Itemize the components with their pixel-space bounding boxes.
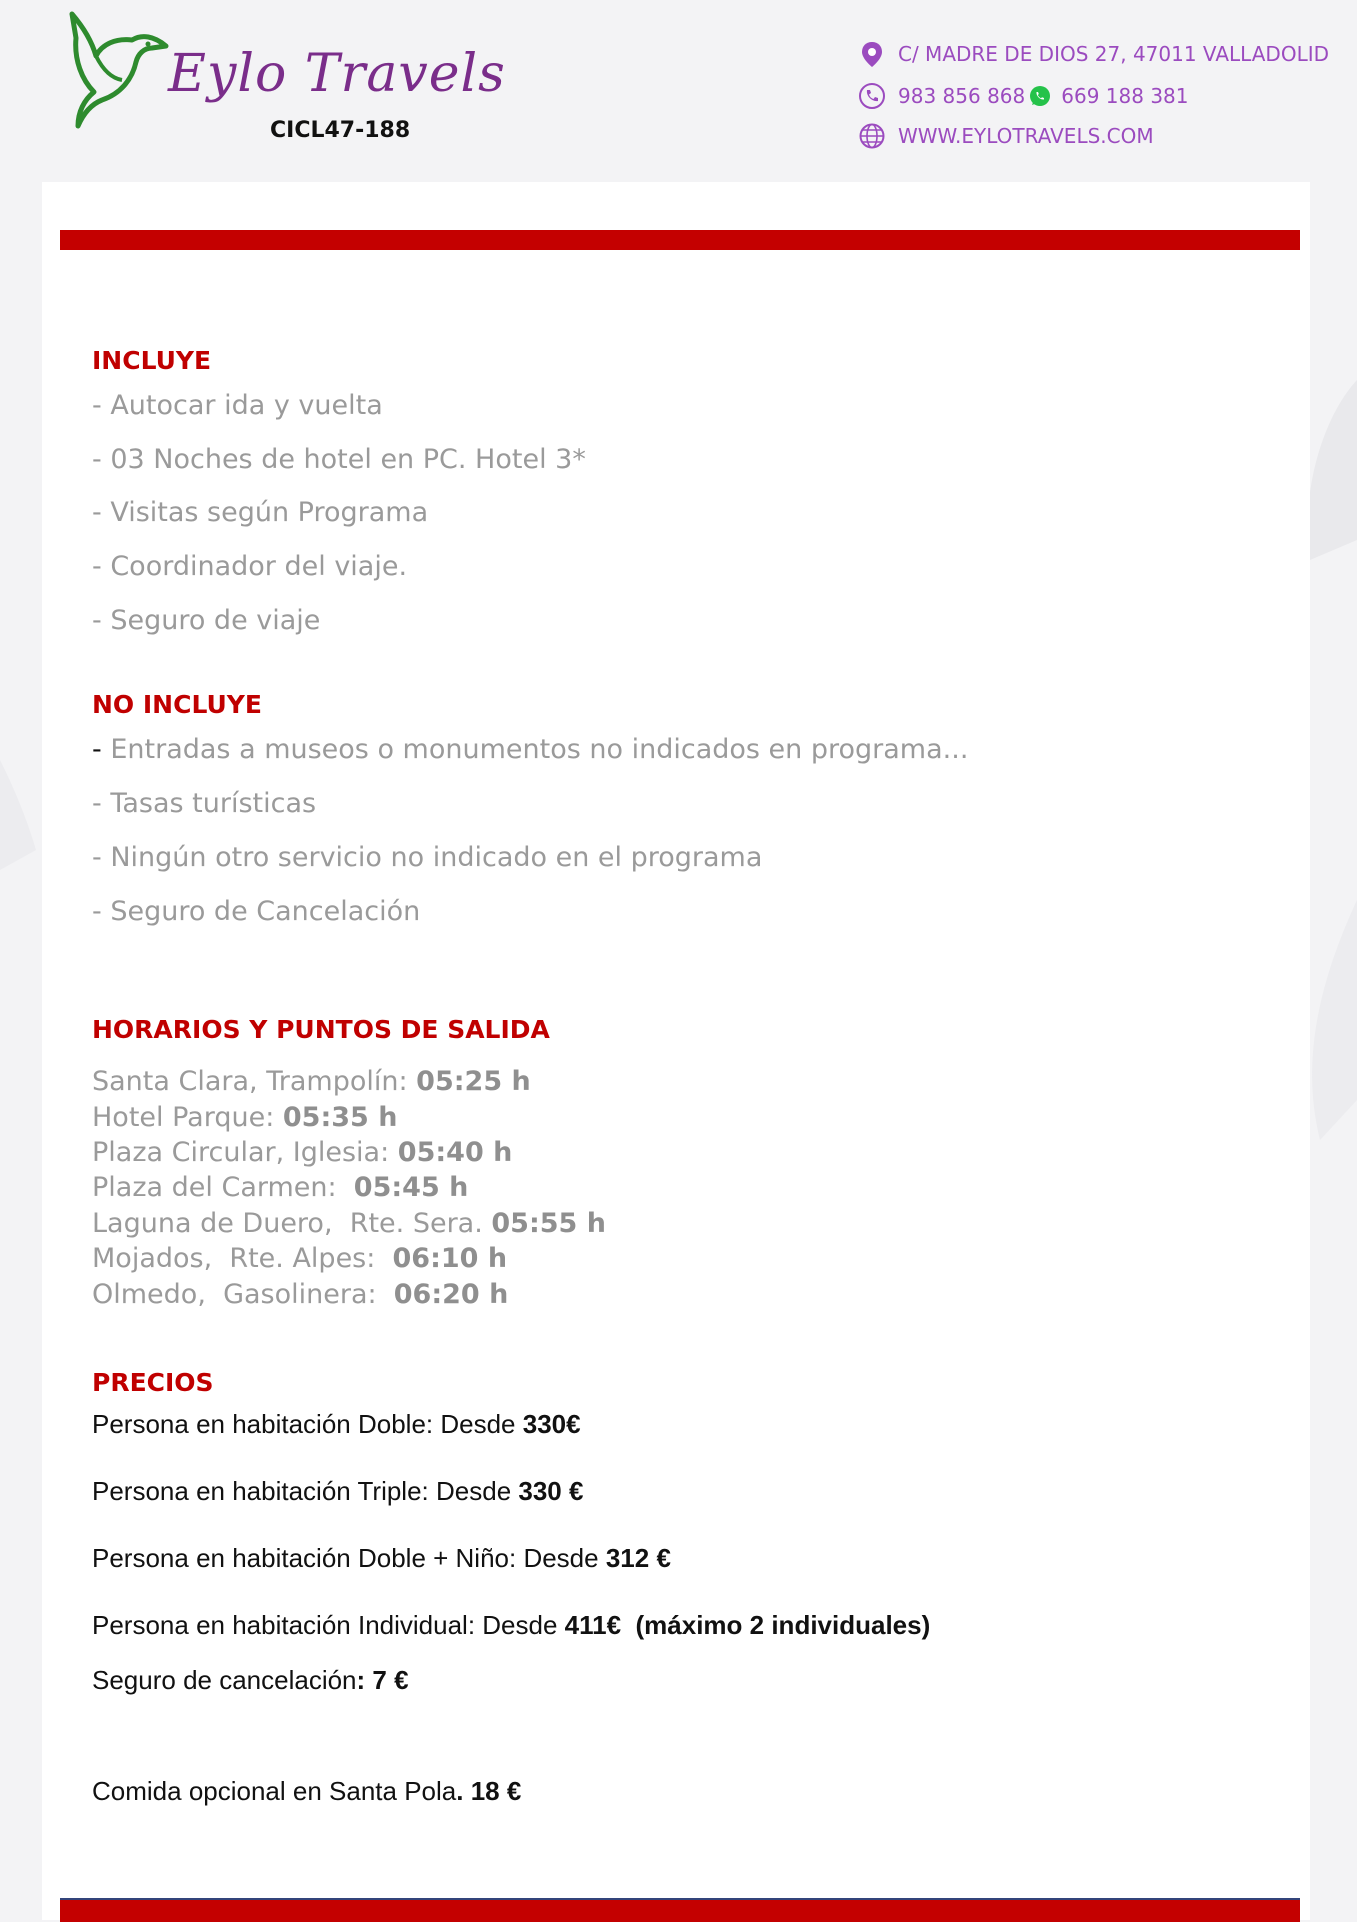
departure-row (92, 1066, 531, 1097)
departure-place: Mojados, Rte. Alpes: (92, 1243, 393, 1274)
departure-row (92, 1102, 397, 1133)
incluye-item: - 03 Noches de hotel en PC. Hotel 3* (92, 444, 586, 475)
departure-time: 05:35 h (282, 1102, 398, 1133)
hummingbird-logo-icon (62, 8, 172, 130)
price-label: Persona en habitación Individual: Desde (92, 1610, 565, 1640)
price-value: 312 € (605, 1543, 671, 1573)
address-text: C/ MADRE DE DIOS 27, 47011 VALLADOLID (898, 42, 1330, 66)
departure-time: 05:45 h (353, 1172, 469, 1203)
incluye-item: - Coordinador del viaje. (92, 551, 408, 582)
bottom-red-divider (60, 1898, 1300, 1922)
departure-row (92, 1137, 512, 1168)
departure-place: Laguna de Duero, Rte. Sera. (92, 1208, 492, 1239)
departure-place: Olmedo, Gasolinera: (92, 1279, 394, 1310)
whatsapp-icon (1029, 85, 1051, 107)
phone-number[interactable]: 983 856 868 (898, 84, 1026, 108)
globe-icon (858, 122, 886, 150)
no-incluye-item: - Seguro de Cancelación (92, 896, 421, 927)
top-red-divider (60, 230, 1300, 250)
no-incluye-title: NO INCLUYE (92, 690, 262, 719)
price-value: 330 € (518, 1476, 584, 1506)
phone-icon (858, 82, 886, 110)
departure-time: 05:25 h (416, 1066, 531, 1097)
incluye-item: - Visitas según Programa (92, 497, 429, 528)
no-incluye-item (92, 734, 968, 765)
departure-time: 05:55 h (491, 1208, 606, 1239)
phone-row (858, 82, 1189, 110)
website-link[interactable]: WWW.EYLOTRAVELS.COM (898, 124, 1154, 148)
brand-logo-text: Eylo Travels (168, 44, 506, 104)
no-incluye-item: - Tasas turísticas (92, 788, 317, 819)
departure-time: 05:40 h (397, 1137, 513, 1168)
departure-place: Plaza Circular, Iglesia: (92, 1137, 398, 1168)
departure-row (92, 1172, 468, 1203)
price-value: 330€ (522, 1409, 581, 1439)
no-incluye-dash: - (92, 734, 102, 765)
price-value: . 18 € (456, 1776, 522, 1806)
whatsapp-number[interactable]: 669 188 381 (1061, 84, 1189, 108)
website-row (858, 122, 1154, 150)
price-label: Seguro de cancelación (92, 1665, 357, 1695)
no-incluye-item-text: Entradas a museos o monumentos no indicados en programa... (101, 734, 969, 765)
address-row (858, 40, 1329, 68)
price-label: Persona en habitación Doble: Desde (92, 1409, 523, 1439)
price-row (92, 1610, 930, 1641)
departure-place: Plaza del Carmen: (92, 1172, 354, 1203)
departure-row (92, 1279, 508, 1310)
no-incluye-item: - Ningún otro servicio no indicado en el programa (92, 842, 763, 873)
incluye-item: - Seguro de viaje (92, 605, 321, 636)
incluye-item: - Autocar ida y vuelta (92, 390, 383, 421)
horarios-title: HORARIOS Y PUNTOS DE SALIDA (92, 1015, 550, 1044)
price-value: 411€ (564, 1610, 622, 1640)
departure-row (92, 1208, 606, 1239)
price-row (92, 1409, 581, 1440)
departure-row (92, 1243, 507, 1274)
location-pin-icon (858, 40, 886, 68)
license-number: CICL47-188 (270, 118, 411, 143)
price-row (92, 1543, 671, 1574)
price-value: : 7 € (356, 1665, 409, 1695)
price-row (92, 1776, 521, 1807)
price-label: Persona en habitación Doble + Niño: Desde (92, 1543, 606, 1573)
departure-place: Santa Clara, Trampolín: (92, 1066, 417, 1097)
departure-place: Hotel Parque: (92, 1102, 283, 1133)
price-label: Comida opcional en Santa Pola (92, 1776, 457, 1806)
price-row (92, 1476, 583, 1507)
precios-title: PRECIOS (92, 1368, 214, 1397)
price-row (92, 1665, 409, 1696)
document-page (42, 182, 1310, 1920)
departure-time: 06:20 h (393, 1279, 509, 1310)
price-note: (máximo 2 individuales) (621, 1610, 931, 1640)
price-label: Persona en habitación Triple: Desde (92, 1476, 519, 1506)
departure-time: 06:10 h (392, 1243, 508, 1274)
incluye-title: INCLUYE (92, 346, 212, 375)
header (0, 0, 1357, 185)
